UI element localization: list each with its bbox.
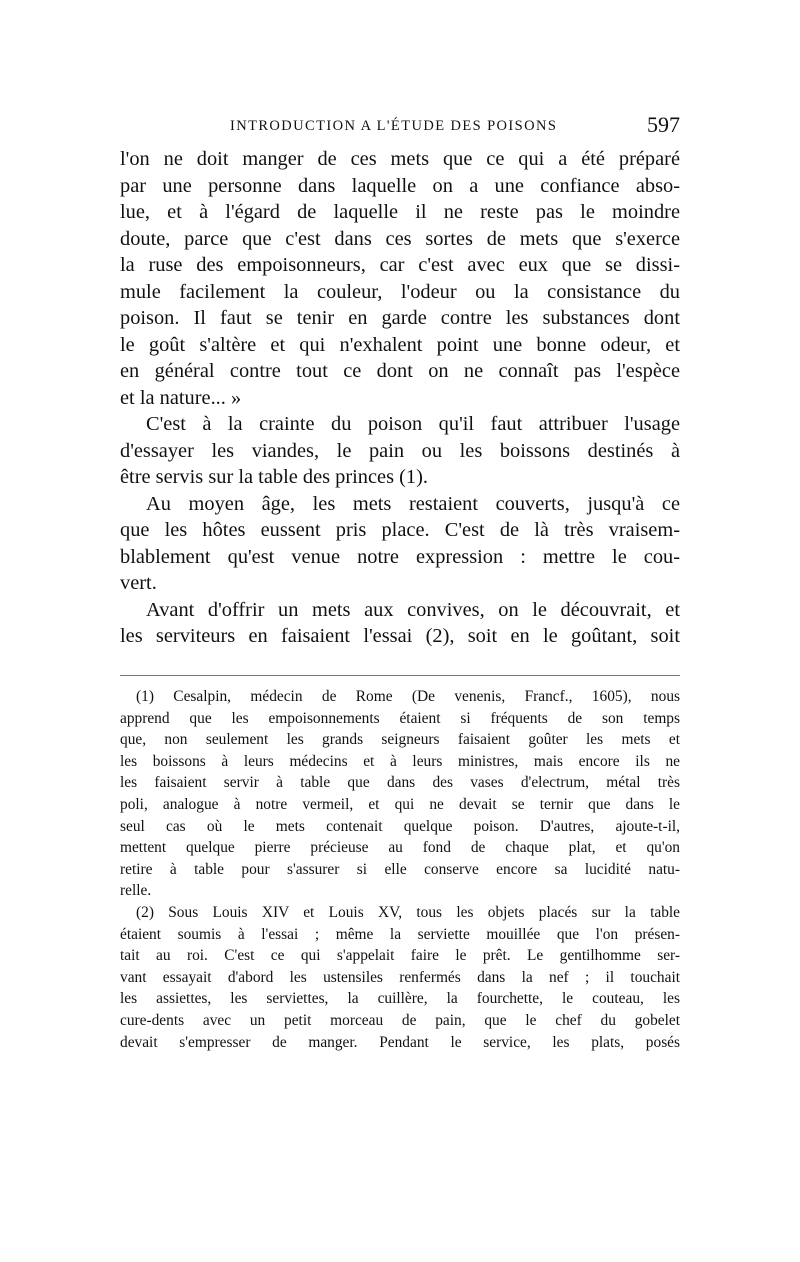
body-line: d'essayer les viandes, le pain ou les boissons destinés à — [120, 439, 680, 462]
body-line: lue, et à l'égard de laquelle il ne reste pas le moindre — [120, 201, 680, 223]
footnote-line: (2) Sous Louis XIV et Louis XV, tous les objets placés sur la table — [136, 903, 680, 921]
running-title: INTRODUCTION A L'ÉTUDE DES POISONS — [230, 118, 558, 134]
footnote-line: vant essayait d'abord les ustensiles renfermés dans la nef ; il touchait — [120, 968, 680, 986]
main-text — [120, 146, 680, 650]
footnote-line: seul cas où le mets contenait quelque poison. D'autres, ajoute-t-il, — [120, 817, 680, 835]
footnote-line: les faisaient servir à table que dans des vases d'electrum, métal très — [120, 774, 680, 792]
body-line: mule facilement la couleur, l'odeur ou la consistance du — [120, 280, 680, 303]
body-line: blablement qu'est venue notre expression : mettre le cou- — [120, 545, 680, 568]
footnote-line: apprend que les empoisonnements étaient si fréquents de son temps — [120, 709, 680, 727]
footnote-line: relle. — [120, 882, 152, 900]
footnote-line: tait au roi. C'est ce qui s'appelait faire le prêt. Le gentilhomme ser- — [120, 947, 680, 965]
footnote-line: (1) Cesalpin, médecin de Rome (De venenis, Francf., 1605), nous — [136, 688, 680, 705]
body-line: être servis sur la table des princes (1). — [120, 466, 429, 488]
page-number: 597 — [647, 112, 680, 137]
body-line: le goût s'altère et qui n'exhalent point une bonne odeur, et — [120, 333, 680, 356]
footnote-line: étaient soumis à l'essai ; même la serviette mouillée que l'on présen- — [120, 925, 680, 943]
footnote-separator — [120, 675, 680, 676]
footnote-line: mettent quelque pierre précieuse au fond de chaque plat, et qu'on — [120, 839, 680, 857]
body-line: et la nature... » — [120, 386, 242, 409]
body-line: les serviteurs en faisaient l'essai (2), soit en le goûtant, soit — [120, 625, 680, 647]
body-line: que les hôtes eussent pris place. C'est de là très vraisem- — [120, 519, 680, 541]
body-line: vert. — [120, 572, 157, 594]
footnote-line: les assiettes, les serviettes, la cuillère, la fourchette, le couteau, les — [120, 990, 680, 1008]
footnote-line: devait s'empresser de manger. Pendant le service, les plats, posés — [120, 1033, 680, 1051]
body-line: la ruse des empoisonneurs, car c'est avec eux que se dissi- — [120, 254, 680, 276]
body-line: Avant d'offrir un mets aux convives, on le découvrait, et — [146, 598, 680, 621]
body-line: C'est à la crainte du poison qu'il faut attribuer l'usage — [146, 413, 680, 435]
body-line: doute, parce que c'est dans ces sortes de mets que s'exerce — [120, 227, 680, 250]
footnote-line: retire à table pour s'assurer si elle conserve encore sa lucidité natu- — [120, 860, 680, 878]
footnote-line: que, non seulement les grands seigneurs faisaient goûter les mets et — [120, 731, 680, 749]
running-head — [120, 112, 680, 140]
footnote-line: cure-dents avec un petit morceau de pain, que le chef du gobelet — [120, 1011, 680, 1029]
footnotes — [120, 686, 680, 1053]
body-line: par une personne dans laquelle on a une confiance abso- — [120, 174, 680, 197]
footnote-line: les boissons à leurs médecins et à leurs ministres, mais encore ils ne — [120, 752, 680, 770]
body-line: en général contre tout ce dont on ne connaît pas l'espèce — [120, 360, 680, 382]
body-line: poison. Il faut se tenir en garde contre les substances dont — [120, 307, 680, 329]
footnote-line: poli, analogue à notre vermeil, et qui ne devait se ternir que dans le — [120, 795, 680, 813]
body-line: l'on ne doit manger de ces mets que ce qui a été préparé — [120, 148, 680, 170]
body-line: Au moyen âge, les mets restaient couverts, jusqu'à ce — [146, 492, 680, 515]
